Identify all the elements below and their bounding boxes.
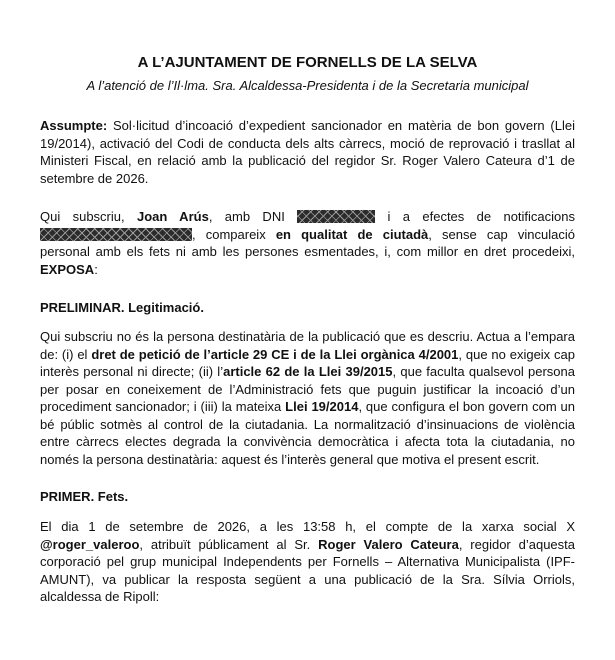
intro-text: , sense cap vinculació personal amb els fets ni amb les persones esmentades, i, com millor en dret procedeixi, <box>40 226 575 259</box>
primer-text: , regidor d’aquesta corporació pel grup municipal Independents per Fornells – Alternativa Municipalista (IPF-AMUNT), va publicar la resposta següent a una publicació de la Sra. Sílvia Orriols, alcaldessa de Ripoll: <box>40 536 575 604</box>
preliminar-bold: Llei 19/2014 <box>285 399 359 414</box>
intro-bold: EXPOSA <box>40 261 95 277</box>
primer-text: , atribuït públicament al Sr. <box>139 536 319 552</box>
preliminar-text: , que faculta qualsevol persona per posar en coneixement de l’Administració fets que puguin justificar la incoació d’un procediment sancionador; i (iii) la mateixa <box>40 364 575 414</box>
preliminar-paragraph <box>40 328 575 468</box>
heading-rest: . Legitimació. <box>120 300 204 315</box>
preliminar-text: Qui subscriu no és la persona destinatària de la publicació que es descriu. Actua a l’empara de: (i) el <box>40 329 575 362</box>
primer-paragraph <box>40 518 575 606</box>
heading-bold: PRIMER <box>40 489 91 504</box>
heading-rest: . Fets. <box>90 489 129 504</box>
intro-text: , amb DNI <box>208 209 298 224</box>
primer-bold: @roger_valeroo <box>40 536 140 552</box>
intro-text: Qui subscriu, <box>40 209 137 224</box>
intro-text: i a efectes de notificacions <box>375 209 576 224</box>
intro-bold: en qualitat de ciutadà <box>275 226 429 242</box>
redacted-notification-address <box>40 228 192 241</box>
assumpte-paragraph <box>40 117 575 187</box>
preliminar-bold: article 62 de la Llei 39/2015 <box>223 364 393 379</box>
preliminar-text: , que no exigeix cap interès personal ni directe; (ii) l’ <box>40 346 575 379</box>
intro-text: , compareix <box>192 226 276 242</box>
primer-text: El dia 1 de setembre de 2026, a les 13:58 h, el compte de la xarxa social X <box>40 519 575 534</box>
section-heading-primer <box>40 488 575 506</box>
intro-paragraph <box>40 208 575 278</box>
assumpte-text: Sol·licitud d’incoació d’expedient sancionador en matèria de bon govern (Llei 19/2014), activació del Codi de conducta dels alts càrrecs, moció de reprovació i trasllat al Ministeri Fiscal, en relació amb la publicació del regidor Sr. Roger Valero Cateura d’1 de setembre de 2026. <box>40 118 575 186</box>
intro-text: : <box>94 261 98 277</box>
assumpte-label: Assumpte: <box>40 118 108 133</box>
document-subtitle: A l’atenció de l’Il·lma. Sra. Alcaldessa-Presidenta i de la Secretaria municipal <box>86 78 529 93</box>
redacted-dni <box>297 210 375 223</box>
heading-bold: PRELIMINAR <box>40 300 121 315</box>
preliminar-bold: dret de petició de l’article 29 CE i de la Llei orgànica 4/2001 <box>91 346 459 362</box>
document-title: A L’AJUNTAMENT DE FORNELLS DE LA SELVA <box>137 54 478 71</box>
preliminar-text: , que configura el bon govern com un bé públic sotmès al control de la ciutadania. La normalització d’insinuacions de violència entre càrrecs electes degrada la convivència democràtica i afecta tota la ciutadania, no només la persona destinatària: aquest és l’interès general que motiva el present escrit. <box>40 399 576 467</box>
primer-bold: Roger Valero Cateura <box>318 536 459 552</box>
section-heading-preliminar <box>40 299 575 317</box>
signer-name: Joan Arús <box>136 209 209 224</box>
